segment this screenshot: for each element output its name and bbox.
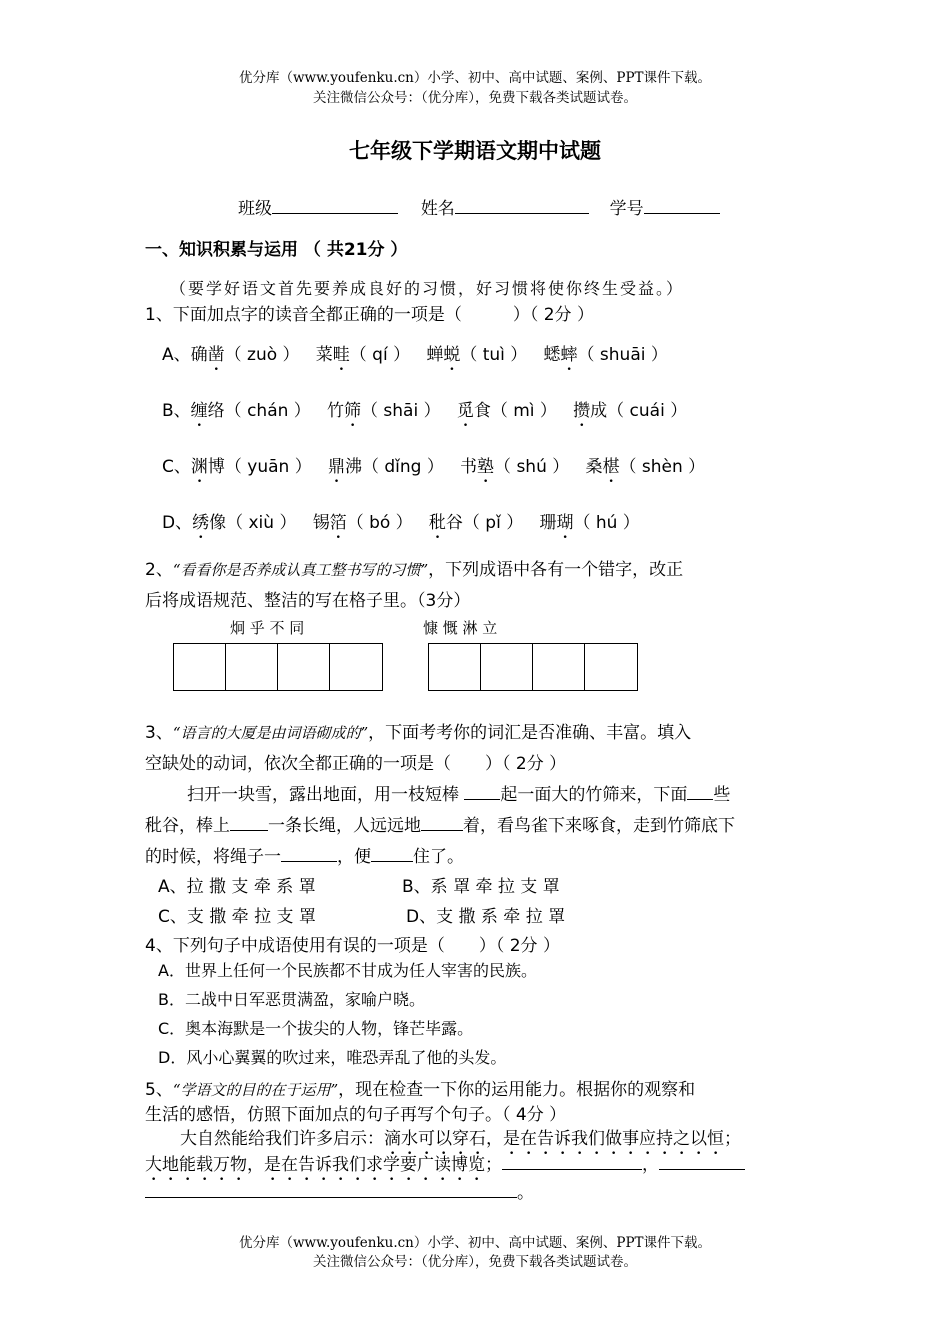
grid-cell[interactable]	[330, 644, 382, 690]
q3-passage-line3: 的时候，将绳子一 ，便 住了。	[145, 842, 464, 867]
q3-stem: 3、“语言的大厦是由词语砌成的”，下面考考你的词汇是否准确、丰富。填入	[145, 723, 692, 743]
q4-option-c[interactable]: C．奥本海默是一个拔尖的人物，锋芒毕露。	[158, 1019, 474, 1038]
answer-grid-1[interactable]	[173, 643, 383, 691]
header-line-2: 关注微信公众号：（优分库），免费下载各类试题试卷。	[313, 90, 637, 106]
q5-passage-line2: 大地能载万物，是在告诉我们求学要广读博览； ，	[145, 1150, 745, 1185]
grid-cell[interactable]	[481, 644, 533, 690]
grid-cell[interactable]	[585, 644, 637, 690]
header-line-1: 优分库（www.youfenku.cn）小学、初中、高中试题、案例、PPT课件下载。	[238, 70, 712, 86]
q1-option-c[interactable]: C、渊博（ yuān ） 鼎沸（ dǐng ） 书塾（ shú ） 桑椹（ shèn ）	[162, 457, 706, 477]
blank[interactable]	[687, 781, 713, 800]
q4-option-a[interactable]: A．世界上任何一个民族都不甘成为任人宰害的民族。	[158, 961, 537, 980]
grid-cell[interactable]	[278, 644, 330, 690]
q4-option-b[interactable]: B．二战中日军恶贯满盈，家喻户晓。	[158, 990, 425, 1009]
q2-stem: 2、“看看你是否养成认真工整书写的习惯”，下列成语中各有一个错字，改正	[145, 560, 684, 580]
grid-cell[interactable]	[174, 644, 226, 690]
number-label: 学号	[609, 199, 644, 219]
answer-blank[interactable]	[502, 1151, 642, 1170]
q1-option-a[interactable]: A、确凿（ zuò ） 菜畦（ qí ） 蝉蜕（ tuì ） 蟋蟀（ shuāi ）	[162, 345, 668, 365]
q3-passage-line2: 秕谷，棒上 一条长绳，人远远地 着，看鸟雀下来啄食，走到竹筛底下	[145, 811, 735, 836]
grid-cell[interactable]	[533, 644, 585, 690]
section-heading: 一、知识积累与运用 （ 共21分 ）	[145, 240, 408, 260]
q3-stem-line2: 空缺处的动词，依次全都正确的一项是（ ）（ 2分 ）	[145, 754, 567, 774]
q5-stem-line2: 生活的感悟，仿照下面加点的句子再写个句子。（ 4分 ）	[145, 1105, 567, 1125]
q5-passage-line3: 。	[145, 1178, 534, 1203]
q3-option-c[interactable]: C、支 撒 牵 拉 支 罩	[158, 907, 316, 927]
student-info-row	[238, 194, 720, 219]
blank[interactable]	[281, 843, 337, 862]
idiom-1: 炯 乎 不 同	[230, 619, 305, 637]
grid-cell[interactable]	[429, 644, 481, 690]
answer-grid-2[interactable]	[428, 643, 638, 691]
q1-option-b[interactable]: B、缠络（ chán ） 竹筛（ shāi ） 觅食（ mì ） 攒成（ cuái ）	[162, 401, 688, 421]
q2-stem-line2: 后将成语规范、整洁的写在格子里。（3分）	[145, 591, 471, 611]
blank[interactable]	[421, 812, 463, 831]
answer-blank[interactable]	[145, 1179, 517, 1198]
grid-cell[interactable]	[226, 644, 278, 690]
page-title: 七年级下学期语文期中试题	[349, 139, 601, 163]
q3-option-b[interactable]: B、系 罩 牵 拉 支 罩	[402, 877, 560, 897]
number-blank[interactable]	[644, 195, 720, 214]
idiom-2: 慷 慨 淋 立	[423, 619, 498, 637]
q1-option-d[interactable]: D、绣像（ xiù ） 锡箔（ bó ） 秕谷（ pǐ ） 珊瑚（ hú ）	[162, 513, 640, 533]
q3-option-d[interactable]: D、支 撒 系 牵 拉 罩	[406, 907, 566, 927]
answer-blank[interactable]	[659, 1151, 745, 1170]
blank[interactable]	[371, 843, 413, 862]
class-label: 班级	[238, 199, 272, 219]
class-blank[interactable]	[272, 195, 398, 214]
blank[interactable]	[230, 812, 268, 831]
name-label: 姓名	[420, 199, 455, 219]
q3-passage-line1: 扫开一块雪，露出地面，用一枝短棒 起一面大的竹筛来，下面 些	[187, 780, 730, 805]
q4-option-d[interactable]: D．风小心翼翼的吹过来，唯恐弄乱了他的头发。	[158, 1048, 507, 1067]
q1-stem: 1、下面加点字的读音全都正确的一项是（ ）（ 2分 ）	[145, 305, 594, 325]
q5-passage-line1: 大自然能给我们许多启示：滴水可以穿石，是在告诉我们做事应持之以恒；	[180, 1129, 741, 1149]
footer-line-1: 优分库（www.youfenku.cn）小学、初中、高中试题、案例、PPT课件下载。	[238, 1235, 712, 1251]
footer-line-2: 关注微信公众号：（优分库），免费下载各类试题试卷。	[313, 1254, 637, 1270]
section-motto: （要学好语文首先要养成良好的习惯，好习惯将使你终生受益。）	[170, 279, 685, 298]
q4-stem: 4、下列句子中成语使用有误的一项是（ ）（ 2分 ）	[145, 936, 560, 956]
blank[interactable]	[464, 781, 500, 800]
q3-option-a[interactable]: A、拉 撒 支 牵 系 罩	[158, 877, 316, 897]
q5-stem: 5、“学语文的目的在于运用”，现在检查一下你的运用能力。根据你的观察和	[145, 1080, 696, 1100]
name-blank[interactable]	[455, 195, 589, 214]
